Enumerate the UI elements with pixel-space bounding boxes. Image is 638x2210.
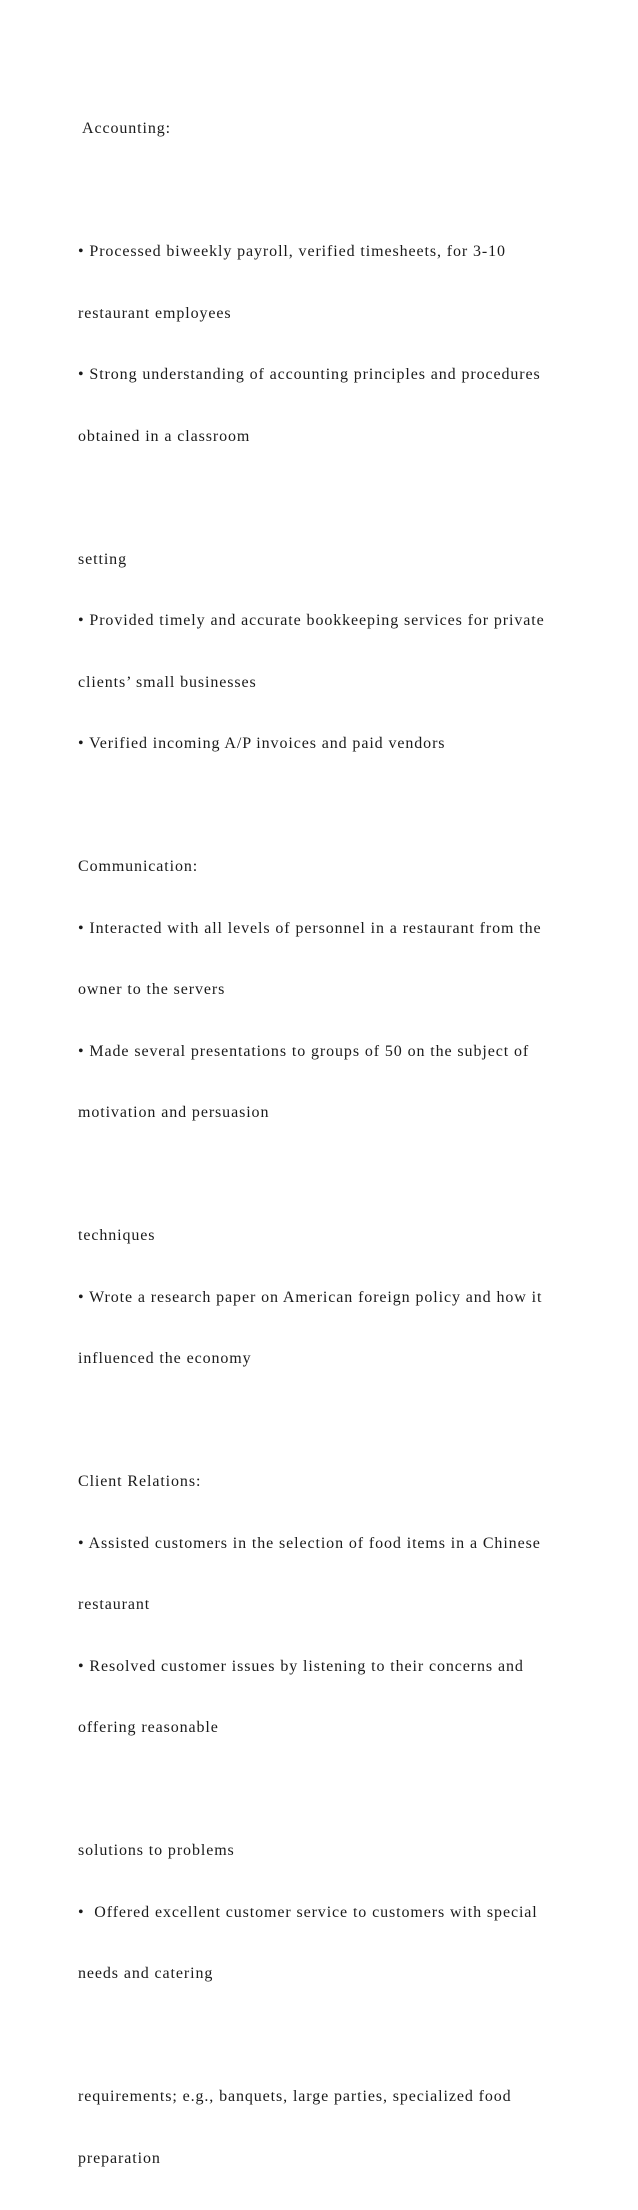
section-heading-accounting: Accounting: [78, 120, 172, 137]
text-line: restaurant employees [78, 304, 232, 322]
text-line: obtained in a classroom [78, 427, 251, 445]
text-line: • Interacted with all levels of personnel in a restaurant from the [78, 919, 542, 937]
text-line: • Offered excellent customer service to customers with special [78, 1903, 538, 1921]
text-line: preparation [78, 2149, 161, 2167]
text-line: needs and catering [78, 1965, 214, 1982]
blank-line [78, 1165, 618, 1186]
text-line: • Wrote a research paper on American foreign policy and how it [78, 1288, 543, 1306]
blank-line [78, 488, 618, 509]
section-heading-client-relations: Client Relations: [78, 1473, 202, 1490]
section-heading-communication: Communication: [78, 858, 199, 875]
text-line: techniques [78, 1227, 156, 1244]
text-line: offering reasonable [78, 1719, 219, 1736]
text-line: solutions to problems [78, 1842, 235, 1859]
blank-line [78, 1411, 618, 1432]
document-text [78, 78, 618, 2210]
blank-line [78, 181, 618, 202]
text-line: • Processed biweekly payroll, verified timesheets, for 3-10 [78, 243, 506, 260]
text-line: restaurant [78, 1596, 151, 1613]
text-line: • Made several presentations to groups of 50 on the subject of [78, 1042, 530, 1060]
text-line: • Verified incoming A/P invoices and paid vendors [78, 735, 446, 752]
text-line: • Strong understanding of accounting principles and procedures [78, 366, 541, 383]
blank-line [78, 1780, 618, 1801]
text-line: owner to the servers [78, 981, 226, 998]
text-line: setting [78, 550, 127, 568]
text-line: influenced the economy [78, 1350, 252, 1367]
text-line: clients’ small businesses [78, 673, 257, 691]
text-line: • Provided timely and accurate bookkeeping services for private [78, 612, 545, 629]
text-line: requirements; e.g., banquets, large parties, specialized food [78, 2088, 512, 2105]
text-line: • Assisted customers in the selection of food items in a Chinese [78, 1534, 541, 1552]
blank-line [78, 796, 618, 817]
blank-line [78, 2026, 618, 2047]
text-line: • Resolved customer issues by listening to their concerns and [78, 1657, 524, 1675]
text-line: motivation and persuasion [78, 1104, 270, 1121]
